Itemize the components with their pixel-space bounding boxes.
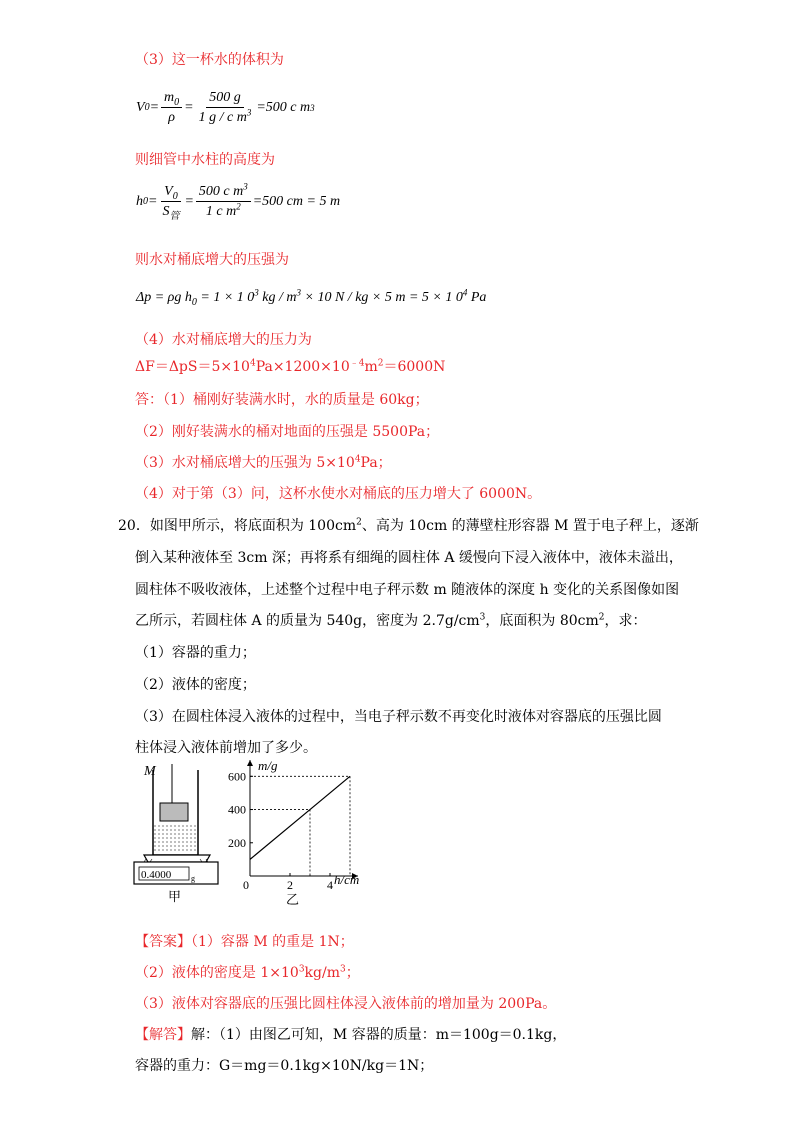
solution-row-1: 【解答】解：（1）由图乙可知，M 容器的质量：m＝100g＝0.1kg，	[135, 1027, 567, 1043]
answer-row-1: 【答案】（1）容器 M 的重是 1N；	[135, 934, 354, 950]
part4-intro: （4）水对桶底增大的压力为	[135, 332, 312, 348]
solution-tag: 【解答】	[135, 1027, 191, 1043]
y-tick-label: 400	[228, 802, 246, 817]
pressure-intro: 则水对桶底增大的压强为	[135, 252, 289, 268]
x-tick-label: 2	[287, 878, 293, 892]
q20-line-2: 倒入某种液体至 3cm 深；再将系有细绳的圆柱体 A 缓慢向下浸入液体中，液体未溢出，	[135, 550, 683, 566]
height-intro: 则细管中水柱的高度为	[135, 152, 275, 168]
part3-intro: （3）这一杯水的体积为	[135, 52, 284, 68]
caption-jia: 甲	[168, 889, 182, 904]
answer-line-4: （4）对于第（3）问，这杯水使水对桶底的压力增大了 6000N。	[135, 486, 542, 502]
y-axis-arrow	[247, 760, 253, 766]
answer-row-2: （2）液体的密度是 $1\times 10^3kg/m^3$；	[135, 964, 360, 981]
fraction: $\frac{500 g}{1 g / c m^3}$	[198, 90, 252, 125]
scale-plate	[144, 855, 210, 862]
answer-row-3: （3）液体对容器底的压强比圆柱体浸入液体前的增加量为 200Pa。	[135, 996, 557, 1012]
scale-reading: 0.4000	[141, 869, 172, 881]
answer-line-1: 答：（1）桶刚好装满水时，水的质量是 60kg；	[135, 392, 429, 408]
figure-yi-chart	[222, 758, 372, 910]
x-tick-label: 4	[327, 878, 333, 892]
y-tick-label: 200	[228, 835, 246, 850]
series-line	[250, 776, 350, 859]
solution-row-2: 容器的重力：G＝mg＝0.1kg×10N/kg＝1N；	[135, 1058, 434, 1074]
force-equation: $\Delta F=\Delta pS=5\times 10^4Pa\times 1200\times 10^{﹣4}m^2=6000N$	[135, 358, 446, 375]
q20-line-4: 乙所示，若圆柱体 A 的质量为 540g，密度为 $2.7g/cm^3$，底面积为 $80cm^2$，求：	[135, 612, 647, 629]
pressure-equation: Δp = ρg $h_0 = 1 \times 1$ $0^3$ kg / $m^3 \times 10$ N / kg × 5 m = 5 × 1 $0^4$ Pa	[136, 287, 487, 308]
origin-label: 0	[243, 878, 249, 892]
scale-unit: g	[191, 874, 195, 883]
answer-tag: 【答案】	[135, 934, 191, 950]
label-m: M	[144, 764, 156, 779]
figure-jia	[128, 760, 228, 905]
answer-line-2: （2）刚好装满水的桶对地面的压强是 5500Pa；	[135, 424, 440, 440]
fraction: $\frac{500 c m^3}{1 c m^2}$	[196, 182, 251, 221]
cylinder-a	[160, 803, 188, 821]
q20-sub-1: （1）容器的重力；	[135, 645, 256, 661]
y-axis-label: m/g	[258, 758, 278, 773]
q20-sub-3b: 柱体浸入液体前增加了多少。	[135, 740, 317, 756]
volume-equation: V 0 = $\frac{m_0}{\rho}$ = $\frac{500 g}{1 g / c m^3}$ =500 c m 3	[136, 90, 315, 125]
y-tick-label: 600	[228, 769, 246, 784]
answer-line-3: （3）水对桶底增大的压强为 $5\times 10^4Pa$；	[135, 454, 392, 471]
q20-line-1: 20．如图甲所示，将底面积为 $100cm^2$、高为 10cm 的薄壁柱形容器 M 置于电子秤上，逐渐	[118, 517, 699, 534]
height-equation: h 0 = $\frac{V_0}{S_管}$ = $\frac{500 c m^3}{1 c m^2}$ =500 cm = 5 m	[136, 181, 341, 222]
fraction: $\frac{V_0}{S_管}$	[162, 184, 180, 222]
fraction: $\frac{m_0}{\rho}$	[161, 88, 182, 127]
caption-yi: 乙	[286, 892, 300, 907]
q20-sub-3a: （3）在圆柱体浸入液体的过程中，当电子秤示数不再变化时液体对容器底的压强比圆	[135, 709, 662, 725]
q20-sub-2: （2）液体的密度；	[135, 677, 256, 693]
q20-line-3: 圆柱体不吸收液体，上述整个过程中电子秤示数 m 随液体的深度 h 变化的关系图像如图	[135, 582, 680, 598]
x-axis-label: h/cm	[334, 872, 360, 887]
